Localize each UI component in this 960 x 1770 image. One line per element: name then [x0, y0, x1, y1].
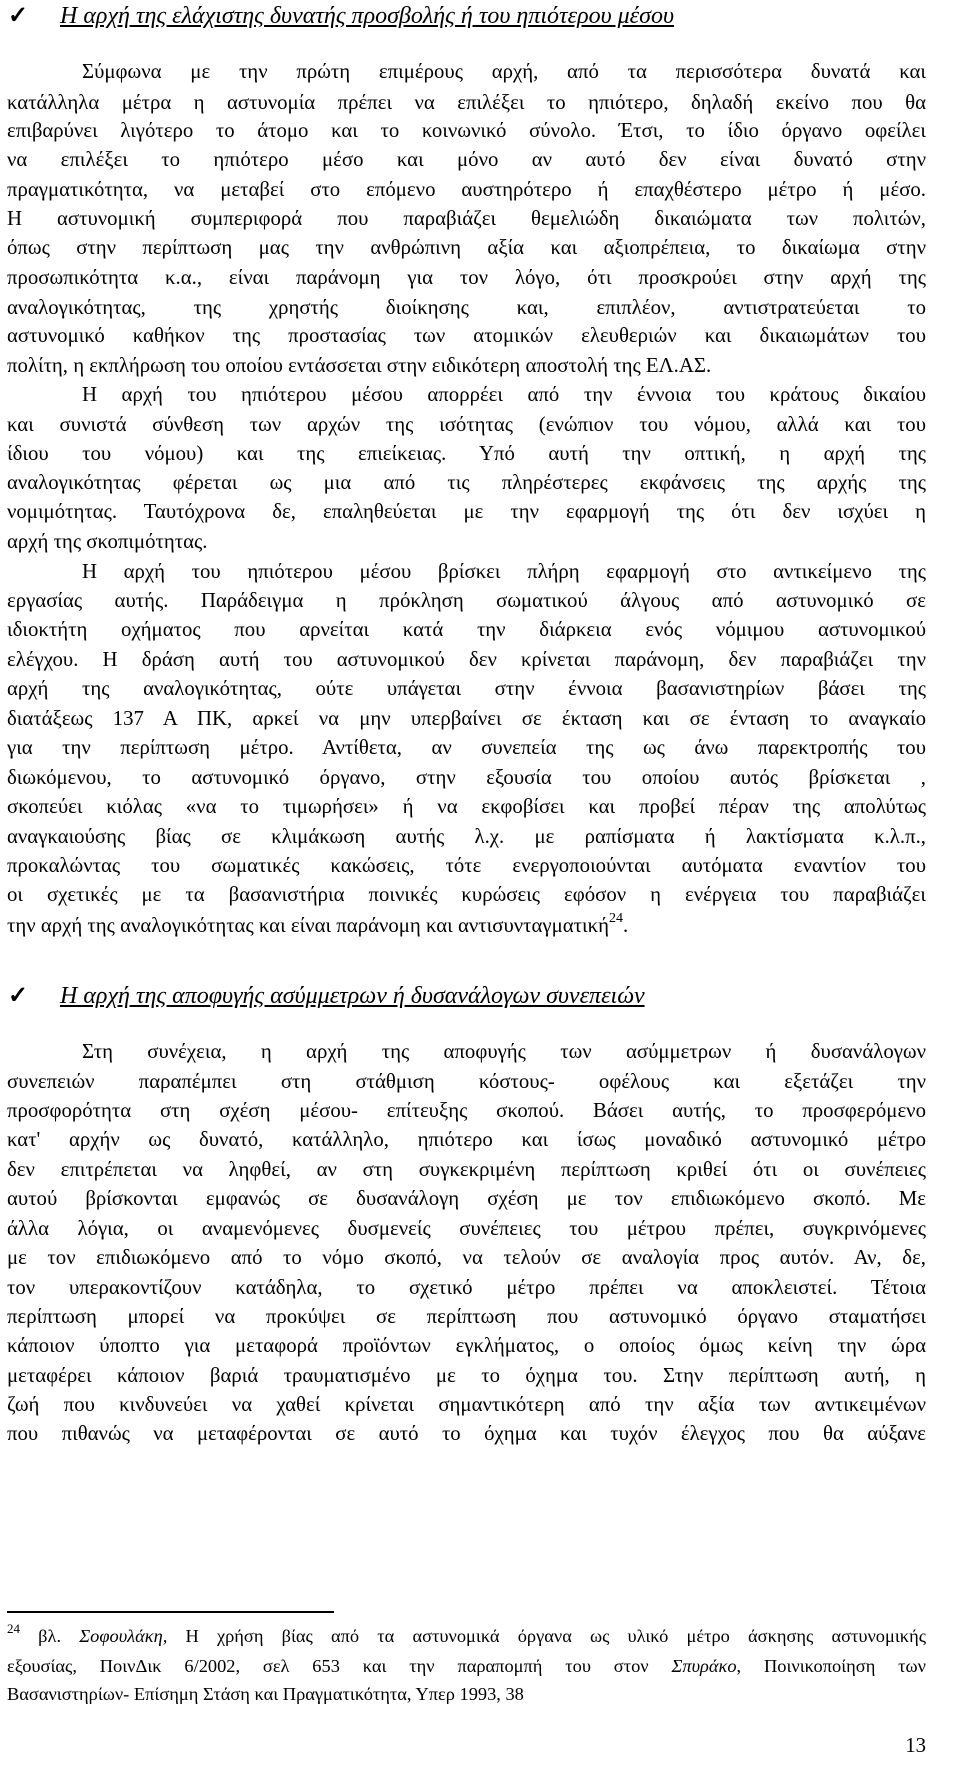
section-title-2: Η αρχή της αποφυγής ασύμμετρων ή δυσανάλογων συνεπειών [60, 983, 645, 1009]
paragraph-line: νομιμότητας. Ταυτόχρονα δε, επαληθεύεται με την εφαρμογή της ότι δεν ισχύει η [7, 500, 926, 523]
paragraph-line: με τον επιδιωκόμενο από το νόμο σκοπό, να τελούν σε αναλογία προς αυτόν. Αν, δε, [7, 1246, 926, 1269]
paragraph-line: οι σχετικές με τα βασανιστήρια ποινικές κυρώσεις εφόσον η ενέργεια του παραβιάζει [7, 883, 926, 906]
paragraph-line: ίδιου του νόμου) και της επιείκειας. Υπό αυτή την οπτική, η αρχή της [7, 442, 926, 465]
paragraph-line: προκαλώντας του σωματικές κακώσεις, τότε ενεργοποιούνται αυτόματα εναντίον του [7, 854, 926, 877]
footnote-author: Σπυράκο [671, 1656, 737, 1676]
footnote-separator [7, 1611, 334, 1613]
paragraph-line: σκοπεύει κιόλας «να το τιμωρήσει» ή να εκφοβίσει και προβεί πέραν της απολύτως [7, 795, 926, 818]
paragraph-line: να επιλέξει το ηπιότερο μέσο και μόνο αν αυτό δεν είναι δυνατό στην [7, 148, 926, 171]
paragraph-line: ζωή που κινδυνεύει να χαθεί κρίνεται σημαντικότερη από την αξία των αντικειμένων [7, 1393, 926, 1416]
paragraph-line: αστυνομικό καθήκον της προστασίας των ατομικών ελευθεριών και δικαιωμάτων του [7, 324, 926, 347]
paragraph-line: προσφορότητα στη σχέση μέσου- επίτευξης σκοπού. Βάσει αυτής, το προσφερόμενο [7, 1099, 926, 1122]
paragraph-line: τον υπερακοντίζουν κατάδηλα, το σχετικό μέτρο πρέπει να αποκλειστεί. Τέτοια [7, 1276, 926, 1299]
paragraph-line: για την περίπτωση μέτρο. Αντίθετα, αν συνεπεία της ως άνω παρεκτροπής του [7, 736, 926, 759]
paragraph-line: ελέγχου. Η δράση αυτή του αστυνομικού δεν κρίνεται παράνομη, δεν παραβιάζει την [7, 648, 926, 671]
paragraph-line: αναγκαιούσης βίας σε κλιμάκωση αυτής λ.χ. με ραπίσματα ή λακτίσματα κ.λ.π., [7, 825, 926, 848]
paragraph-line: Σύμφωνα με την πρώτη επιμέρους αρχή, από τα περισσότερα δυνατά και [82, 60, 926, 83]
footnote-line-1 [7, 1623, 926, 1649]
paragraph-line: επιβαρύνει λιγότερο το άτομο και το κοινωνικό σύνολο. Έτσι, το ίδιο όργανο οφείλει [7, 119, 926, 142]
page-number: 13 [905, 1734, 926, 1757]
paragraph-line: περίπτωση μπορεί να προκύψει σε περίπτωση που αστυνομικό όργανο σταματήσει [7, 1305, 926, 1328]
paragraph-line: Η αστυνομική συμπεριφορά που παραβιάζει θεμελιώδη δικαιώματα των πολιτών, [7, 207, 926, 230]
paragraph-line: Στη συνέχεια, η αρχή της αποφυγής των ασύμμετρων ή δυσανάλογων [82, 1040, 926, 1063]
footnote-line-3: Βασανιστηρίων- Επίσημη Στάση και Πραγματικότητα, Υπερ 1993, 38 [7, 1684, 524, 1704]
check-mark-icon: ✓ [8, 983, 29, 1009]
footnote-text: , Ποινικοποίηση των [736, 1656, 926, 1676]
check-mark-icon: ✓ [8, 3, 29, 29]
paragraph-line: άλλα λόγια, οι αναμενόμενες δυσμενείς συνέπειες του μέτρου πρέπει, συγκρινόμενες [7, 1217, 926, 1240]
footnote-number: 24 [7, 1623, 20, 1636]
paragraph-line: Η αρχή του ηπιότερου μέσου βρίσκει πλήρη εφαρμογή στο αντικείμενο της [82, 560, 926, 583]
paragraph-line: κατ' αρχήν ως δυνατό, κατάλληλο, ηπιότερο και ίσως μοναδικό αστυνομικό μέτρο [7, 1128, 926, 1151]
paragraph-line: πολίτη, η εκπλήρωση του οποίου εντάσσεται στην ειδικότερη αποστολή της ΕΛ.ΑΣ. [7, 354, 712, 377]
paragraph-line: συνεπειών παραπέμπει στη στάθμιση κόστους- οφέλους και εξετάζει την [7, 1070, 926, 1093]
section-title-1: Η αρχή της ελάχιστης δυνατής προσβολής ή του ηπιότερου μέσου [60, 3, 674, 29]
footnote-line-2 [7, 1653, 926, 1679]
footnote-reference[interactable]: 24 [608, 911, 623, 926]
section-heading-2 [8, 982, 645, 1010]
paragraph-line: που πιθανώς να μεταφέρονται σε αυτό το όχημα και τυχόν έλεγχος που θα αύξανε [7, 1422, 926, 1445]
paragraph-line: εργασίας αυτής. Παράδειγμα η πρόκληση σωματικού άλγους από αστυνομικό σε [7, 589, 926, 612]
paragraph-line: και συνιστά σύνθεση των αρχών της ισότητας (ενώπιον του νόμου, αλλά και του [7, 413, 926, 436]
paragraph-line: όπως στην περίπτωση μας την ανθρώπινη αξία και αξιοπρέπεια, το δικαίωμα στην [7, 236, 926, 259]
paragraph-line: κατάλληλα μέτρα η αστυνομία πρέπει να επιλέξει το ηπιότερο, δηλαδή εκείνο που θα [7, 91, 926, 114]
paragraph-line: αρχή της αναλογικότητας, ούτε υπάγεται στην έννοια βασανιστηρίων βάσει της [7, 677, 926, 700]
section-heading-1 [8, 2, 674, 30]
paragraph-line-text: την αρχή της αναλογικότητας και είναι παράνομη και αντισυνταγματική [7, 914, 609, 937]
paragraph-line: αναλογικότητας φέρεται ως μια από τις πληρέστερες εκφάνσεις της αρχής της [7, 471, 926, 494]
final-punctuation: . [622, 914, 629, 937]
paragraph-line: μεταφέρει κάποιον βαριά τραυματισμένο με το όχημα του. Στην περίπτωση αυτή, η [7, 1364, 926, 1387]
paragraph-line: αρχή της σκοπιμότητας. [7, 530, 208, 553]
paragraph-line: δεν επιτρέπεται να ληφθεί, αν στη συγκεκριμένη περίπτωση κριθεί ότι οι συνέπειες [7, 1158, 926, 1181]
paragraph-line: διωκόμενου, το αστυνομικό όργανο, στην εξουσία του οποίου αυτός βρίσκεται , [7, 766, 926, 789]
footnote-text: εξουσίας, ΠοινΔικ 6/2002, σελ 653 και την παραπομπή του στον [7, 1656, 649, 1676]
paragraph-line: αναλογικότητας, της χρηστής διοίκησης και, επιπλέον, αντιστρατεύεται το [7, 296, 926, 319]
footnote-prefix: βλ. [38, 1626, 62, 1646]
paragraph-line-with-footnote [7, 911, 926, 941]
footnote-author: Σοφουλάκη, [79, 1626, 168, 1646]
paragraph-line: πραγματικότητα, να μεταβεί στο επόμενο αυστηρότερο ή επαχθέστερο μέτρο ή μέσο. [7, 178, 926, 201]
footnote-text: Η χρήση βίας από τα αστυνομικά όργανα ως υλικό μέτρο άσκησης αστυνομικής [185, 1626, 926, 1646]
paragraph-line: αυτού βρίσκονται εμφανώς σε δυσανάλογη σχέση με τον επιδιωκόμενο σκοπό. Με [7, 1187, 926, 1210]
paragraph-line: προσωπικότητα κ.α., είναι παράνομη για τον λόγο, ότι προσκρούει στην αρχή της [7, 266, 926, 289]
paragraph-line: κάποιον ύποπτο για μεταφορά προϊόντων εγκλήματος, ο οποίος όμως κείνη την ώρα [7, 1334, 926, 1357]
paragraph-line: ιδιοκτήτη οχήματος που αρνείται κατά την διάρκεια ενός νόμιμου αστυνομικού [7, 618, 926, 641]
paragraph-line: Η αρχή του ηπιότερου μέσου απορρέει από την έννοια του κράτους δικαίου [82, 383, 926, 406]
paragraph-line: διατάξεως 137 Α ΠΚ, αρκεί να μην υπερβαίνει σε έκταση και σε ένταση το αναγκαίο [7, 707, 926, 730]
